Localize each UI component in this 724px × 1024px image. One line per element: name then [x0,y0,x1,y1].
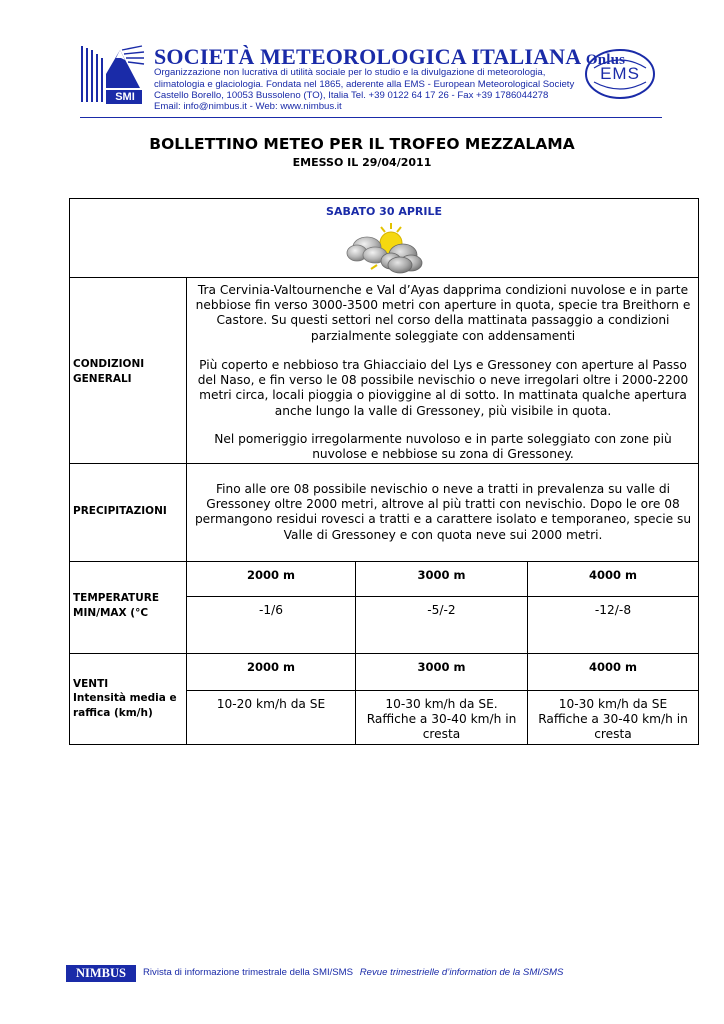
wind-value-3000: 10-30 km/h da SE. Raffiche a 30-40 km/h in cresta [366,697,517,742]
precipitation-text: Fino alle ore 08 possibile nevischio o neve a tratti in prevalenza su valle di Gressoney oltre 2000 metri, altrove al più tratti con nevischio. Dopo le ore 08 permangono residui rovesci a tratti e a carattere isolato e temporaneo, specie su Valle di Gressoney e con quota neve sui 2000 metri. [194,482,692,542]
org-contact-line: Email: info@nimbus.it - Web: www.nimbus.it [154,101,342,112]
row-divider [70,561,698,562]
header-divider [80,117,662,118]
issue-date: EMESSO IL 29/04/2011 [292,156,432,169]
temperature-altitude-4000: 4000 m [589,568,637,582]
wind-value-2000: 10-20 km/h da SE [216,697,326,711]
conditions-paragraph-1: Tra Cervinia-Valtournenche e Val d’Ayas dapprima condizioni nuvolose e in parte nebbiose fin verso 3000-3500 metri con aperture in quota, specie tra Breithorn e Castore. Su questi settori nel corso della mattinata passaggio a condizioni parzialmente soleggiate con addensamenti [195,283,691,343]
row-divider [70,463,698,464]
wind-altitude-2000: 2000 m [247,660,295,674]
column-divider [355,561,356,744]
row-divider [187,596,698,597]
conditions-label: CONDIZIONI GENERALI [73,358,145,385]
wind-label: VENTI [73,678,109,690]
conditions-paragraph-2: Più coperto e nebbioso tra Ghiacciaio del Lys e Gressoney con aperture al Passo del Naso, e fin verso le 08 possibile nevischio o neve irregolari oltre i 2000-2200 metri circa, locali pioggia o pioviggine al di sotto. In mattinata qualche apertura anche lungo la valle di Gressoney, più visibile in quota. [197,358,689,418]
footer-text-italian: Rivista di informazione trimestrale della SMI/SMS [143,967,354,978]
ems-logo-text: EMS [600,64,640,83]
temperature-altitude-3000: 3000 m [417,568,466,582]
wind-sublabel: Intensità media e raffica (km/h) [73,692,177,719]
ems-logo [584,48,656,100]
bulletin-title: BOLLETTINO METEO PER IL TROFEO MEZZALAMA [149,135,575,153]
footer-text-french: Revue trimestrielle d’information de la SMI/SMS [359,967,564,978]
partly-cloudy-icon [345,219,425,277]
temperature-value-4000: -12/-8 [594,603,632,617]
temperature-value-2000: -1/6 [258,603,283,617]
temperature-altitude-2000: 2000 m [247,568,295,582]
row-divider [70,277,698,278]
temperature-value-3000: -5/-2 [427,603,456,617]
bulletin-table [69,198,699,745]
temperature-label: TEMPERATURE MIN/MAX (°C [73,592,159,619]
org-description-line-1: Organizzazione non lucrativa di utilità sociale per lo studio e la divulgazione di meteorologia, [154,67,546,78]
smi-logo-text: SMI [115,91,135,103]
row-divider [70,653,698,654]
org-address-line: Castello Borello, 10053 Bussoleno (TO), Italia Tel. +39 0122 64 17 26 - Fax +39 1786044278 [154,90,549,101]
row-divider [187,690,698,691]
org-title-suffix: Onlus [585,52,626,68]
conditions-paragraph-3: Nel pomeriggio irregolarmente nuvoloso e in parte soleggiato con zone più nuvolose e nebbiose su zona di Gressoney. [214,432,672,462]
wind-value-4000: 10-30 km/h da SE Raffiche a 30-40 km/h in cresta [538,697,688,742]
footer-text [143,967,563,978]
day-heading: SABATO 30 APRILE [326,205,442,218]
smi-logo [80,44,146,106]
org-title-text: SOCIETÀ METEOROLOGICA ITALIANA [154,44,581,69]
wind-altitude-3000: 3000 m [417,660,466,674]
precipitation-label: PRECIPITAZIONI [73,505,167,517]
column-divider [527,561,528,744]
nimbus-badge: NIMBUS [66,965,136,982]
org-description-line-2: climatologia e glaciologia. Fondata nel 1865, aderente alla EMS - European Meteorological Society [154,79,575,90]
wind-altitude-4000: 4000 m [589,660,637,674]
